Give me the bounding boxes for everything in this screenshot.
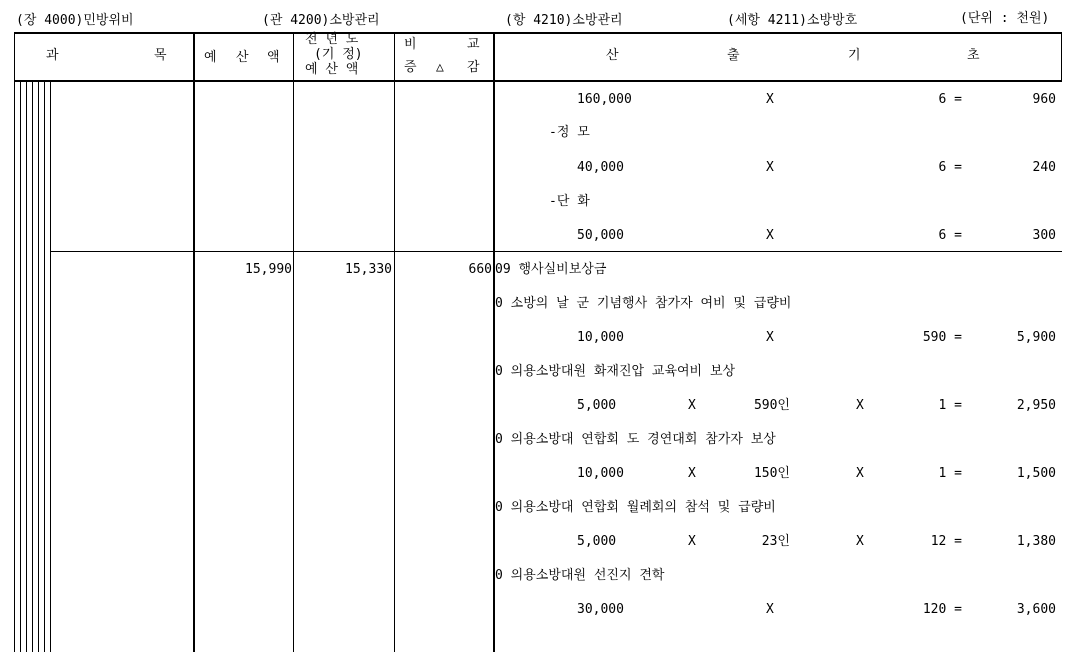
calc-qty: 6 =	[938, 160, 962, 175]
calc-qty: 6 =	[938, 228, 962, 243]
calc-sublabel: -정 모	[549, 125, 590, 140]
calc-people: 150인	[753, 466, 790, 481]
subject-nest-line	[38, 81, 39, 652]
subject-nest-line	[50, 81, 51, 652]
col-divider-compare	[493, 32, 495, 652]
subitem-label: (세항 4211)소방방호	[727, 13, 858, 28]
section-label: (관 4200)소방관리	[262, 13, 380, 28]
calc-amount: 50,000	[577, 228, 624, 243]
calc-item-label: 0 의용소방대원 선진지 견학	[495, 568, 665, 583]
calc-multiply: X	[688, 466, 696, 481]
col-divider-budget	[293, 32, 294, 652]
calc-qty: 6 =	[938, 92, 962, 107]
calc-qty: 120 =	[922, 602, 962, 617]
calc-sublabel: -단 화	[549, 194, 590, 209]
table-right-border	[1061, 32, 1062, 82]
calc-total: 2,950	[1016, 398, 1056, 413]
header-calc-3: 기	[848, 48, 861, 63]
header-compare-1: 비	[404, 37, 417, 52]
item-label: (항 4210)소방관리	[505, 13, 623, 28]
calc-people: 590인	[753, 398, 790, 413]
calc-amount: 10,000	[577, 466, 624, 481]
header-calc-4: 초	[967, 48, 980, 63]
calc-item-label: 0 소방의 날 군 기념행사 참가자 여비 및 급량비	[495, 296, 792, 311]
chapter-label: (장 4000)민방위비	[16, 13, 134, 28]
table-left-border	[14, 32, 15, 652]
block-divider	[50, 251, 1062, 252]
calc-multiply: X	[766, 602, 774, 617]
calc-amount: 40,000	[577, 160, 624, 175]
calc-multiply: X	[856, 398, 864, 413]
header-subject-1: 과	[46, 48, 59, 63]
table-top-border	[14, 32, 1062, 34]
header-compare-3: 증	[404, 60, 417, 75]
calc-amount: 5,000	[577, 398, 617, 413]
budget-amount: 15,990	[245, 262, 292, 277]
header-compare-5: 감	[467, 60, 480, 75]
col-divider-subject	[193, 32, 195, 652]
unit-label: (단위 : 천원)	[960, 11, 1050, 26]
compare-amount: 660	[468, 262, 492, 277]
header-calc-1: 산	[606, 48, 619, 63]
calc-multiply: X	[688, 534, 696, 549]
calc-total: 3,600	[1016, 602, 1056, 617]
calc-item-label: 0 의용소방대 연합회 월례회의 참석 및 급량비	[495, 500, 776, 515]
header-prev-3: 예 산 액	[305, 62, 359, 77]
subject-nest-line	[26, 81, 27, 652]
calc-multiply: X	[688, 398, 696, 413]
calc-amount: 5,000	[577, 534, 617, 549]
calc-qty: 590 =	[922, 330, 962, 345]
header-bottom-border	[14, 80, 1062, 82]
calc-people: 23인	[761, 534, 790, 549]
budget-item-title: 09 행사실비보상금	[495, 262, 607, 277]
calc-multiply: X	[766, 92, 774, 107]
calc-multiply: X	[766, 330, 774, 345]
calc-total: 1,500	[1016, 466, 1056, 481]
col-divider-prev	[394, 32, 395, 652]
subject-nest-line	[44, 81, 45, 652]
header-budget-2: 산	[236, 50, 249, 65]
calc-total: 5,900	[1016, 330, 1056, 345]
calc-total: 240	[1032, 160, 1056, 175]
subject-nest-line	[20, 81, 21, 652]
header-calc-2: 출	[727, 48, 740, 63]
calc-qty: 12 =	[930, 534, 962, 549]
header-budget-1: 예	[204, 50, 217, 65]
calc-amount: 10,000	[577, 330, 624, 345]
calc-total: 300	[1032, 228, 1056, 243]
calc-item-label: 0 의용소방대 연합회 도 경연대회 참가자 보상	[495, 432, 776, 447]
calc-multiply: X	[766, 228, 774, 243]
header-prev-2: (기 정)	[314, 47, 363, 62]
subject-nest-line	[32, 81, 33, 652]
calc-multiply: X	[766, 160, 774, 175]
calc-total: 1,380	[1016, 534, 1056, 549]
header-compare-2: 교	[467, 37, 480, 52]
calc-qty: 1 =	[938, 466, 962, 481]
header-budget-3: 액	[267, 50, 280, 65]
calc-amount: 160,000	[577, 92, 632, 107]
calc-multiply: X	[856, 466, 864, 481]
prev-budget-amount: 15,330	[345, 262, 392, 277]
header-subject-2: 목	[154, 48, 167, 63]
calc-total: 960	[1032, 92, 1056, 107]
calc-item-label: 0 의용소방대원 화재진압 교육여비 보상	[495, 364, 736, 379]
calc-amount: 30,000	[577, 602, 624, 617]
calc-qty: 1 =	[938, 398, 962, 413]
header-compare-4: △	[436, 60, 444, 75]
header-prev-1: 전 년 도	[305, 32, 359, 47]
calc-multiply: X	[856, 534, 864, 549]
